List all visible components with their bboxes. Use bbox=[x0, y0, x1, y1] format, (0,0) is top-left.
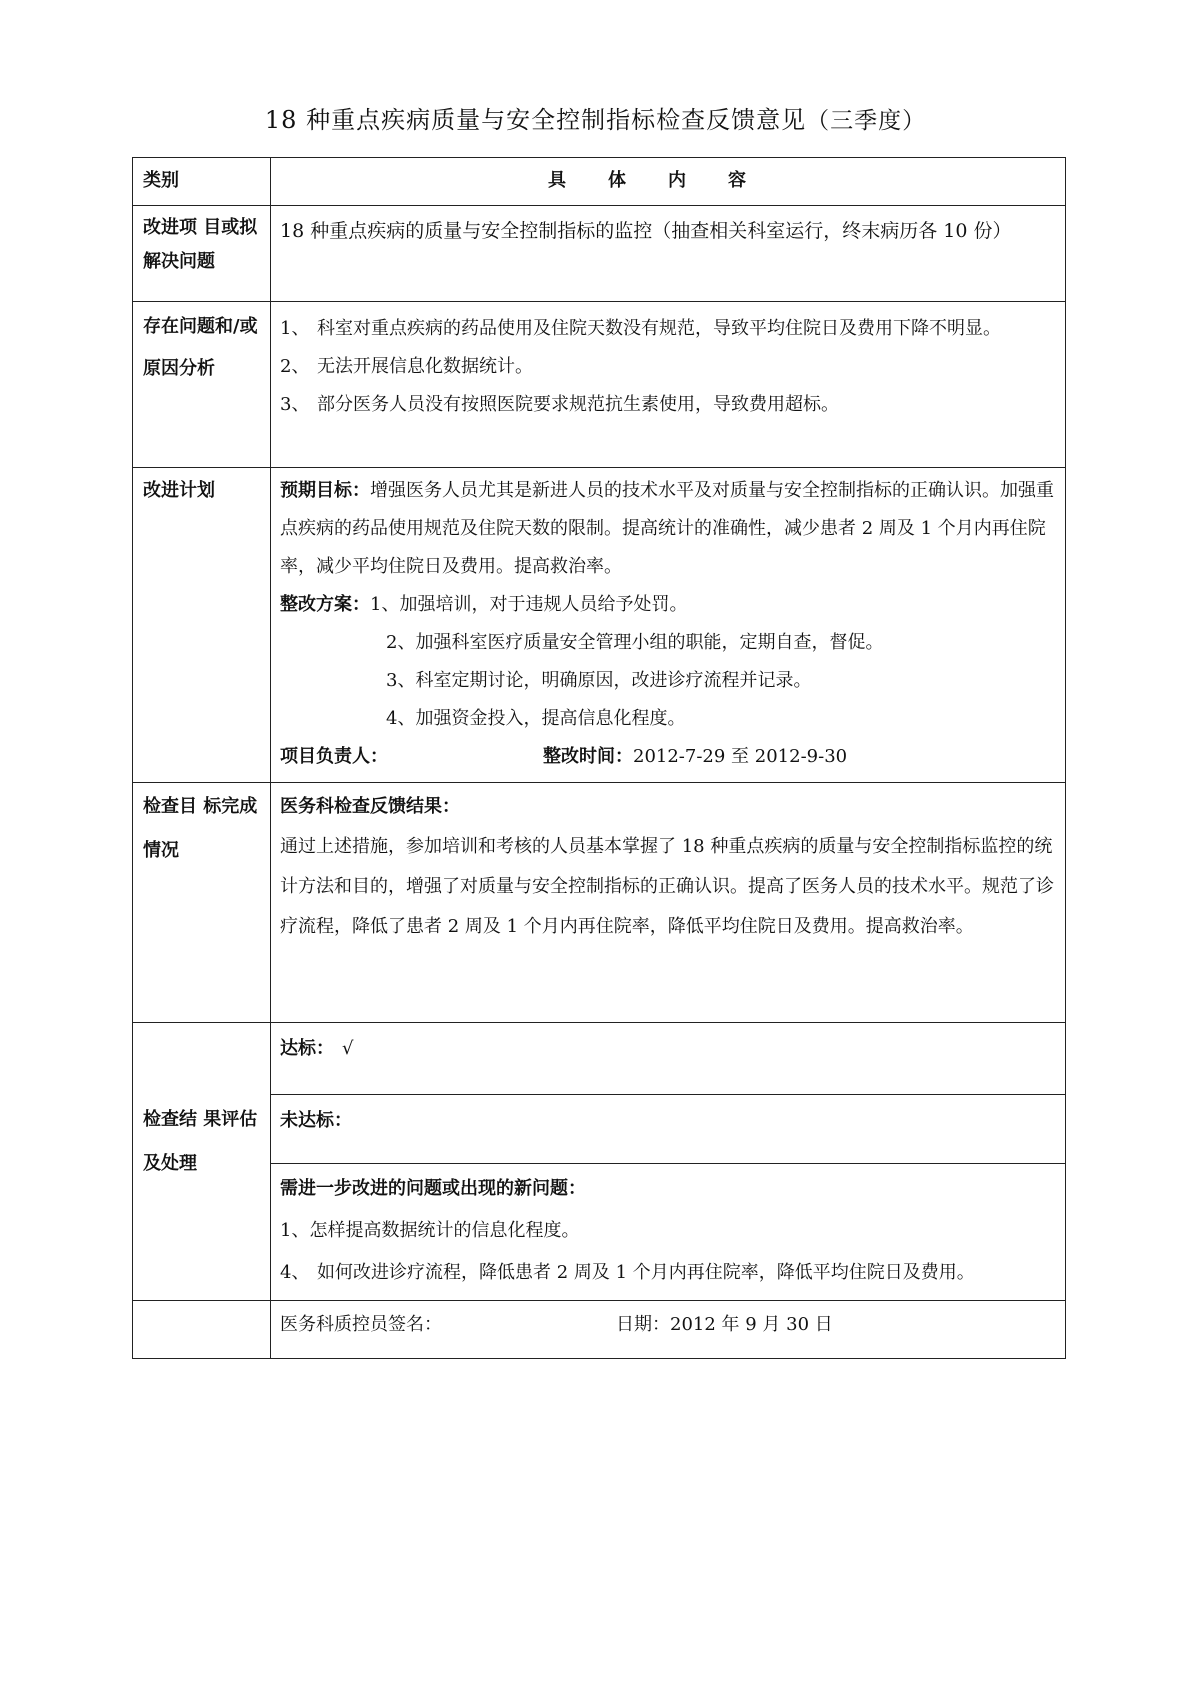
signature-row bbox=[133, 1301, 1066, 1359]
time-label: 整改时间： bbox=[543, 746, 633, 767]
scheme-step-1: 1、加强培训，对于违规人员给予处罚。 bbox=[370, 594, 688, 615]
further-label: 需进一步改进的问题或出现的新问题： bbox=[280, 1178, 586, 1199]
signer-label: 医务科质控员签名： bbox=[280, 1314, 442, 1335]
document-title bbox=[0, 100, 1191, 135]
owner-label: 项目负责人： bbox=[280, 746, 388, 767]
title-main: 18 种重点疾病质量与安全控制指标检查反馈意见 bbox=[264, 106, 807, 134]
list-item-number: 4、 bbox=[280, 1262, 310, 1283]
list-item-text: 科室对重点疾病的药品使用及住院天数没有规范，导致平均住院日及费用下降不明显。 bbox=[317, 318, 1001, 339]
feedback-table bbox=[132, 157, 1066, 1359]
check-content-cell bbox=[271, 783, 1066, 1023]
check-category-cell bbox=[133, 783, 271, 1023]
eval-category: 检查结 果评估及处理 bbox=[143, 1108, 258, 1174]
list-item-text: 如何改进诊疗流程，降低患者 2 周及 1 个月内再住院率，降低平均住院日及费用。 bbox=[317, 1262, 975, 1283]
analysis-list bbox=[271, 302, 1065, 430]
pass-mark: √ bbox=[342, 1038, 354, 1059]
analysis-row bbox=[133, 302, 1066, 468]
signature-line bbox=[271, 1301, 1065, 1351]
date-label: 日期： bbox=[616, 1314, 670, 1335]
date-value: 2012 年 9 月 30 日 bbox=[670, 1314, 833, 1335]
header-category-cell bbox=[133, 158, 271, 206]
analysis-category-cell bbox=[133, 302, 271, 468]
list-item bbox=[280, 1252, 1057, 1294]
header-category-label: 类别 bbox=[143, 170, 179, 191]
title-quarter: （三季度） bbox=[806, 108, 927, 134]
scheme-step-2: 2、加强科室医疗质量安全管理小组的职能，定期自查，督促。 bbox=[386, 632, 884, 653]
list-item-text: 无法开展信息化数据统计。 bbox=[317, 356, 533, 377]
list-item bbox=[280, 348, 1057, 386]
problem-content: 18 种重点疾病的质量与安全控制指标的监控（抽查相关科室运行，终末病历各 10 份） bbox=[280, 220, 1012, 242]
goal-text: 增强医务人员尤其是新进人员的技术水平及对质量与安全控制指标的正确认识。加强重点疾病的药品使用规范及住院天数的限制。提高统计的准确性，减少患者 2 周及 1 个月内再住院率，减少平均住院日及费用。提高救治率。 bbox=[280, 480, 1054, 577]
plan-content-cell bbox=[271, 468, 1066, 783]
check-content bbox=[271, 783, 1065, 953]
list-item-number: 2、 bbox=[280, 356, 310, 377]
eval-category-cell bbox=[133, 1023, 271, 1301]
list-item bbox=[280, 386, 1057, 424]
list-item bbox=[280, 310, 1057, 348]
list-item-number: 1、 bbox=[280, 1220, 310, 1241]
analysis-category: 存在问题和/或原因分析 bbox=[143, 316, 258, 379]
signature-content-cell bbox=[271, 1301, 1066, 1359]
plan-category-cell bbox=[133, 468, 271, 783]
problem-row bbox=[133, 206, 1066, 302]
plan-scheme bbox=[280, 586, 1057, 624]
check-category: 检查目 标完成情况 bbox=[143, 796, 258, 861]
goal-label: 预期目标： bbox=[280, 480, 370, 501]
further-cell bbox=[271, 1164, 1065, 1300]
pass-label: 达标： bbox=[280, 1038, 334, 1059]
time-value: 2012-7-29 至 2012-9-30 bbox=[633, 746, 848, 767]
list-item-text: 部分医务人员没有按照医院要求规范抗生素使用，导致费用超标。 bbox=[317, 394, 839, 415]
result-label: 医务科检查反馈结果： bbox=[280, 796, 460, 817]
plan-content bbox=[271, 468, 1065, 782]
plan-owner-line bbox=[280, 738, 1057, 776]
check-row bbox=[133, 783, 1066, 1023]
list-item-number: 3、 bbox=[280, 394, 310, 415]
fail-label: 未达标： bbox=[280, 1110, 352, 1131]
analysis-content-cell bbox=[271, 302, 1066, 468]
scheme-step-4: 4、加强资金投入，提高信息化程度。 bbox=[386, 708, 686, 729]
header-row bbox=[133, 158, 1066, 206]
result-text: 通过上述措施，参加培训和考核的人员基本掌握了 18 种重点疾病的质量与安全控制指标监控的统计方法和目的，增强了对质量与安全控制指标的正确认识。提高了医务人员的技术水平。规范了诊疗流程，降低了患者 2 周及 1 个月内再住院率，降低平均住院日及费用。提高救治率。 bbox=[280, 836, 1054, 937]
scheme-step-3: 3、科室定期讨论，明确原因，改进诊疗流程并记录。 bbox=[386, 670, 812, 691]
eval-row bbox=[133, 1023, 1066, 1301]
scheme-label: 整改方案： bbox=[280, 594, 370, 615]
header-content-label: 具体内容 bbox=[548, 170, 788, 191]
list-item-number: 1、 bbox=[280, 318, 310, 339]
problem-category: 改进项 目或拟解决问题 bbox=[143, 217, 258, 272]
eval-content-cell bbox=[271, 1023, 1066, 1301]
problem-content-cell bbox=[271, 206, 1066, 302]
plan-goal bbox=[280, 472, 1057, 586]
list-item bbox=[280, 1210, 1057, 1252]
problem-category-cell bbox=[133, 206, 271, 302]
header-content-cell bbox=[271, 158, 1066, 206]
signature-category-cell bbox=[133, 1301, 271, 1359]
fail-cell bbox=[271, 1095, 1065, 1164]
list-item-text: 怎样提高数据统计的信息化程度。 bbox=[309, 1220, 580, 1241]
pass-cell bbox=[271, 1023, 1065, 1095]
plan-row bbox=[133, 468, 1066, 783]
plan-category: 改进计划 bbox=[143, 480, 215, 501]
